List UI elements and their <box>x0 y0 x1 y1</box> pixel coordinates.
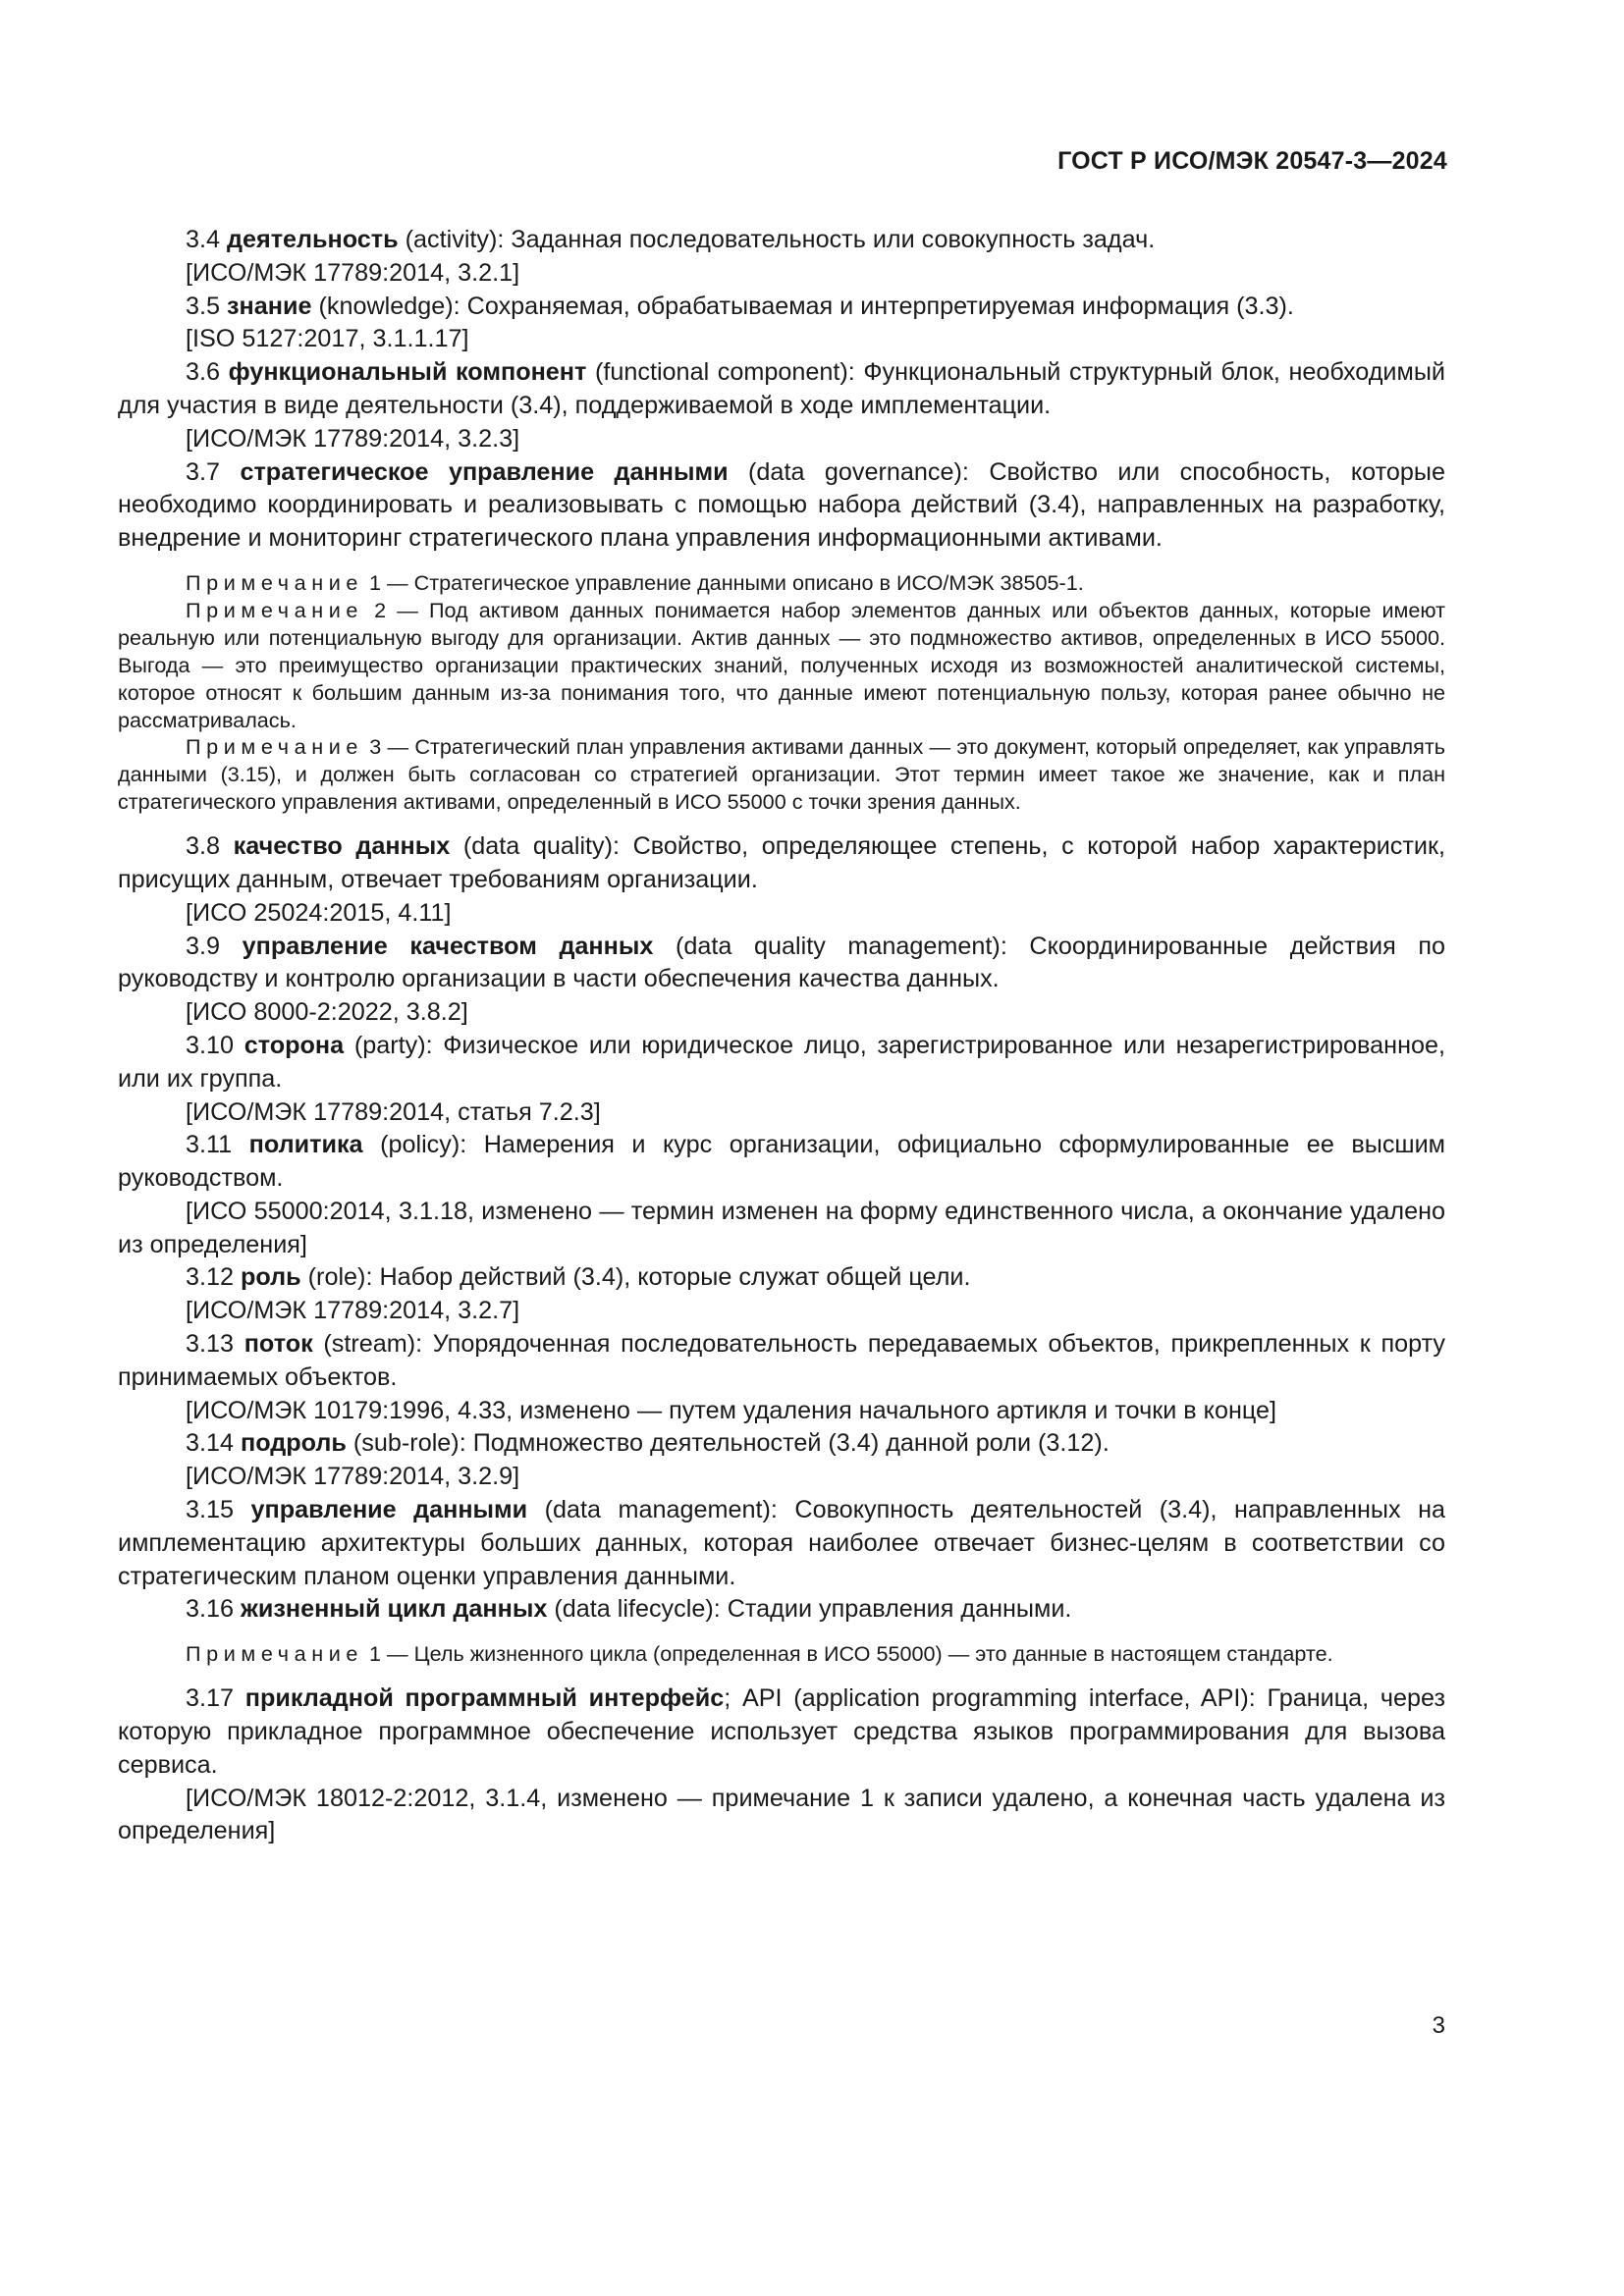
note-1 <box>118 1640 1445 1668</box>
term-entry-3-10 <box>118 1030 1445 1096</box>
term-definition: (sub-role): Подмножество деятельностей (3.4) данной роли (3.12). <box>346 1429 1110 1458</box>
term-name: сторона <box>244 1031 345 1059</box>
term-number: 3.13 <box>186 1330 235 1359</box>
term-number: 3.16 <box>186 1595 235 1624</box>
note-label: Примечание <box>186 597 363 622</box>
term-number: 3.7 <box>186 457 221 486</box>
page-number: 3 <box>1432 2012 1445 2039</box>
term-entry-3-12 <box>118 1261 1445 1295</box>
term-name: функциональный компонент <box>228 358 587 387</box>
term-name: качество данных <box>233 832 451 861</box>
terms-section <box>118 224 1445 1848</box>
note-label: Примечание <box>186 734 363 760</box>
document-code-header: ГОСТ Р ИСО/МЭК 20547-3—2024 <box>1057 147 1447 175</box>
term-definition: (data governance): Свойство или способность, которые необходимо координировать и реализовывать с помощью набора действий (3.4), направленных на разработку, внедрение и мониторинг стратегического плана управления информационными активами. <box>118 457 1445 553</box>
term-definition: (data lifecycle): Стадии управления данными. <box>547 1595 1072 1624</box>
term-entry-3-7 <box>118 456 1445 556</box>
term-name: прикладной программный интерфейс <box>244 1684 725 1713</box>
term-definition: (stream): Упорядоченная последовательность передаваемых объектов, прикрепленных к порту принимаемых объектов. <box>118 1330 1445 1391</box>
notes-3-7 <box>118 569 1445 816</box>
notes-3-16 <box>118 1640 1445 1668</box>
term-name: управление качеством данных <box>242 932 654 960</box>
term-name: деятельность <box>227 226 399 253</box>
term-entry-3-11 <box>118 1129 1445 1196</box>
term-name: подроль <box>241 1429 347 1458</box>
note-text: 1 — Цель жизненного цикла (определенная в ИСО 55000) — это данные в настоящем стандарте. <box>363 1641 1333 1667</box>
term-source-3-5: [ISO 5127:2017, 3.1.1.17] <box>186 325 469 353</box>
term-source-3-6: [ИСО/МЭК 17789:2014, 3.2.3] <box>186 424 520 453</box>
term-definition: (data quality management): Скоординированные действия по руководству и контролю организации в части обеспечения качества данных. <box>118 932 1445 993</box>
term-name: знание <box>227 292 312 320</box>
term-definition: (policy): Намерения и курс организации, официально сформулированные ее высшим руководством. <box>118 1131 1446 1193</box>
term-number: 3.6 <box>186 358 221 387</box>
term-number: 3.8 <box>186 832 221 861</box>
term-source-3-11: [ИСО 55000:2014, 3.1.18, изменено — термин изменен на форму единственного числа, а окончание удалено из определения] <box>118 1197 1445 1258</box>
note-text: 2 — Под активом данных понимается набор элементов данных или объектов данных, которые имеют реальную или потенциальную выгоду для организации. Актив данных — это подмножество активов, определенных в ИСО 55000. Выгода — это преимущество организации практических знаний, полученных исходя из возможностей аналитической системы, которое относят к большим данным из-за понимания того, что данные имеют потенциальную пользу, которая ранее обычно не рассматривалась. <box>118 597 1445 732</box>
term-entry-3-5 <box>118 291 1445 324</box>
term-name: жизненный цикл данных <box>241 1595 548 1624</box>
note-3 <box>118 733 1445 816</box>
term-source-3-8: [ИСО 25024:2015, 4.11] <box>186 898 452 927</box>
term-entry-3-16 <box>118 1593 1445 1627</box>
term-entry-3-17 <box>118 1682 1445 1782</box>
term-number: 3.15 <box>186 1496 235 1524</box>
term-definition: (role): Набор действий (3.4), которые служат общей цели. <box>300 1263 971 1292</box>
note-text: 1 — Стратегическое управление данными описано в ИСО/МЭК 38505-1. <box>363 569 1084 595</box>
term-definition: (data management): Совокупность деятельностей (3.4), направленных на имплементацию архитектуры больших данных, которая наиболее отвечает бизнес-целям в соответствии со стратегическим планом оценки управления данными. <box>118 1496 1445 1590</box>
term-source-3-9: [ИСО 8000-2:2022, 3.8.2] <box>186 998 468 1027</box>
term-entry-3-9 <box>118 931 1445 997</box>
term-definition: (activity): Заданная последовательность или совокупность задач. <box>398 226 1156 253</box>
term-entry-3-13 <box>118 1328 1445 1395</box>
term-number: 3.12 <box>186 1263 235 1292</box>
term-entry-3-8 <box>118 830 1445 897</box>
term-name: роль <box>241 1263 301 1292</box>
term-definition: (functional component): Функциональный структурный блок, необходимый для участия в виде деятельности (3.4), поддерживаемой в ходе имплементации. <box>118 358 1445 419</box>
note-1 <box>118 569 1445 597</box>
term-definition: (party): Физическое или юридическое лицо, зарегистрированное или незарегистрированное, или их группа. <box>118 1031 1446 1093</box>
note-text: 3 — Стратегический план управления активами данных — это документ, который определяет, как управлять данными (3.15), и должен быть согласован со стратегией организации. Этот термин имеет такое же значение, как и план стратегического управления активами, определенный в ИСО 55000 с точки зрения данных. <box>118 734 1445 815</box>
term-entry-3-14 <box>118 1427 1445 1461</box>
note-label: Примечание <box>186 1641 363 1667</box>
term-source-3-10: [ИСО/МЭК 17789:2014, статья 7.2.3] <box>186 1097 601 1126</box>
term-definition: (knowledge): Сохраняемая, обрабатываемая и интерпретируемая информация (3.3). <box>311 292 1294 320</box>
term-name: политика <box>248 1131 363 1159</box>
term-source-3-4: [ИСО/МЭК 17789:2014, 3.2.1] <box>186 258 520 287</box>
note-2 <box>118 597 1445 734</box>
term-number: 3.17 <box>186 1684 235 1713</box>
term-name: поток <box>244 1330 313 1359</box>
note-label: Примечание <box>186 569 363 595</box>
term-number: 3.10 <box>186 1031 235 1059</box>
term-entry-3-15 <box>118 1494 1445 1593</box>
term-source-3-17: [ИСО/МЭК 18012-2:2012, 3.1.4, изменено — примечание 1 к записи удалено, а конечная часть удалена из определения] <box>118 1784 1445 1845</box>
term-number: 3.5 <box>186 292 221 320</box>
term-definition: (data quality): Свойство, определяющее степень, с которой набор характеристик, присущих данным, отвечает требованиям организации. <box>118 832 1446 893</box>
term-entry-3-6 <box>118 356 1445 423</box>
term-source-3-14: [ИСО/МЭК 17789:2014, 3.2.9] <box>186 1463 520 1491</box>
term-number: 3.11 <box>186 1131 233 1159</box>
term-number: 3.14 <box>186 1429 235 1458</box>
term-source-3-12: [ИСО/МЭК 17789:2014, 3.2.7] <box>186 1297 520 1325</box>
term-name: стратегическое управление данными <box>240 457 729 486</box>
term-number: 3.4 <box>186 226 221 253</box>
term-name: управление данными <box>250 1496 528 1524</box>
term-number: 3.9 <box>186 932 221 960</box>
term-definition: ; API (application programming interface, API): Граница, через которую прикладное программное обеспечение использует средства языков программирования для вызова сервиса. <box>118 1684 1446 1779</box>
term-source-3-13: [ИСО/МЭК 10179:1996, 4.33, изменено — путем удаления начального артикля и точки в конце] <box>186 1396 1277 1424</box>
term-entry-3-4 <box>118 224 1445 257</box>
